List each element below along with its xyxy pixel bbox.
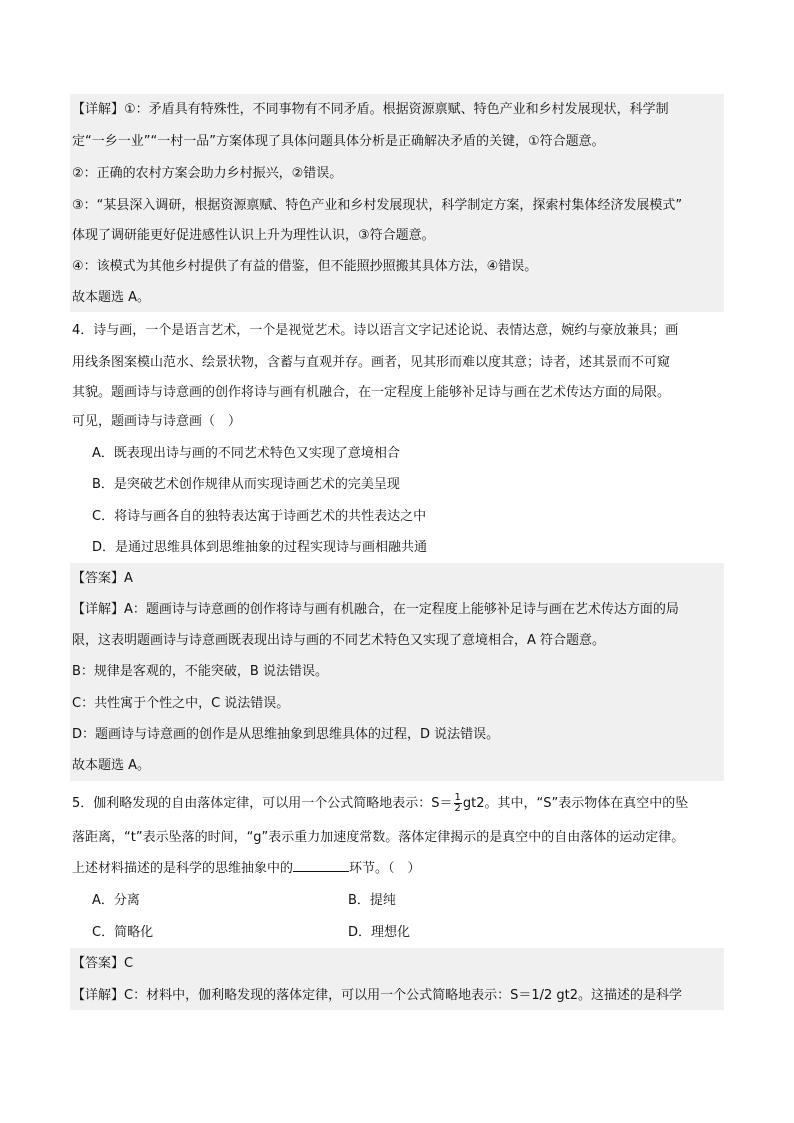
q5-stem3-text-post: 环节。（ ） [349, 861, 421, 876]
q4-answer: 【答案】A [72, 571, 133, 586]
formula-fraction [454, 793, 462, 814]
q5-stem-text-pre: 5．伽利略发现的自由落体定律，可以用一个公式简略地表示：S＝ [72, 796, 453, 811]
q5-stem-line-2: 落距离，“t”表示坠落的时间，“g”表示重力加速度常数。落体定律揭示的是真空中的自由落体的运动定律。 [72, 830, 685, 845]
q3-analysis-line-4: ③：“某县深入调研，根据资源禀赋、特色产业和乡村发展现状，科学制定方案，探索村集体经济发展模式” [72, 198, 683, 213]
q4-option-c: C．将诗与画各自的独特表达寓于诗画艺术的共性表达之中 [92, 509, 427, 524]
q5-stem-line-3 [72, 861, 421, 877]
fill-in-blank [293, 861, 349, 872]
q4-option-d: D．是通过思维具体到思维抽象的过程实现诗与画相融共通 [92, 540, 428, 555]
q4-conclusion: 故本题选 A。 [72, 758, 151, 773]
q4-option-a: A．既表现出诗与画的不同艺术特色又实现了意境相合 [92, 446, 400, 461]
q4-analysis-line-5: D：题画诗与诗意画的创作是从思维抽象到思维具体的过程，D 说法错误。 [72, 727, 500, 742]
q5-stem-text-post: gt2。其中，“S”表示物体在真空中的坠 [462, 796, 689, 811]
q3-analysis-line-2: 定“一乡一业”“一村一品”方案体现了具体问题具体分析是正确解决矛盾的关键，①符合题意。 [72, 134, 605, 149]
q5-option-d: D．理想化 [348, 925, 411, 940]
q4-stem-line-3: 其貌。题画诗与诗意画的创作将诗与画有机融合，在一定程度上能够补足诗与画在艺术传达方面的局限。 [72, 385, 671, 400]
q5-stem3-text-pre: 上述材料描述的是科学的思维抽象中的 [72, 861, 294, 876]
q5-option-a: A．分离 [92, 893, 140, 908]
q5-analysis-line-1: 【详解】C：材料中，伽利略发现的落体定律，可以用一个公式简略地表示：S＝1/2 gt2。这描述的是科学 [72, 988, 683, 1003]
q5-option-c: C．简略化 [92, 925, 154, 940]
q4-analysis-line-4: C：共性寓于个性之中，C 说法错误。 [72, 696, 290, 711]
q5-stem-line-1 [72, 793, 688, 814]
q5-answer: 【答案】C [72, 956, 134, 971]
q4-analysis-line-1: 【详解】A：题画诗与诗意画的创作将诗与画有机融合，在一定程度上能够补足诗与画在艺术传达方面的局 [72, 602, 679, 617]
q4-analysis-line-3: B：规律是客观的，不能突破，B 说法错误。 [72, 664, 328, 679]
q4-option-b: B．是突破艺术创作规律从而实现诗画艺术的完美呈现 [92, 477, 400, 492]
q3-analysis-line-5: 体现了调研能更好促进感性认识上升为理性认识，③符合题意。 [72, 228, 435, 243]
q4-stem-line-1: 4．诗与画，一个是语言艺术，一个是视觉艺术。诗以语言文字记述论说、表情达意，婉约与豪放兼具；画 [72, 323, 679, 338]
q3-analysis-line-3: ②：正确的农村方案会助力乡村振兴，②错误。 [72, 166, 343, 181]
q4-stem-line-2: 用线条图案模山范水、绘景状物，含蓄与直观并存。画者，见其形而难以度其意；诗者，述其景而不可窥 [72, 355, 671, 370]
q3-analysis-line-6: ④：该模式为其他乡村提供了有益的借鉴，但不能照抄照搬其具体方法，④错误。 [72, 259, 538, 274]
q4-stem-line-4: 可见，题画诗与诗意画（ ） [72, 414, 242, 429]
q3-conclusion: 故本题选 A。 [72, 290, 151, 305]
q5-option-b: B．提纯 [348, 893, 396, 908]
fraction-numerator: 1 [454, 792, 461, 803]
q4-analysis-line-2: 限，这表明题画诗与诗意画既表现出诗与画的不同艺术特色又实现了意境相合，A 符合题意。 [72, 633, 606, 648]
q3-analysis-line-1: 【详解】①：矛盾具有特殊性，不同事物有不同矛盾。根据资源禀赋、特色产业和乡村发展现状，科学制 [72, 102, 669, 117]
fraction-denominator: 2 [454, 803, 461, 814]
